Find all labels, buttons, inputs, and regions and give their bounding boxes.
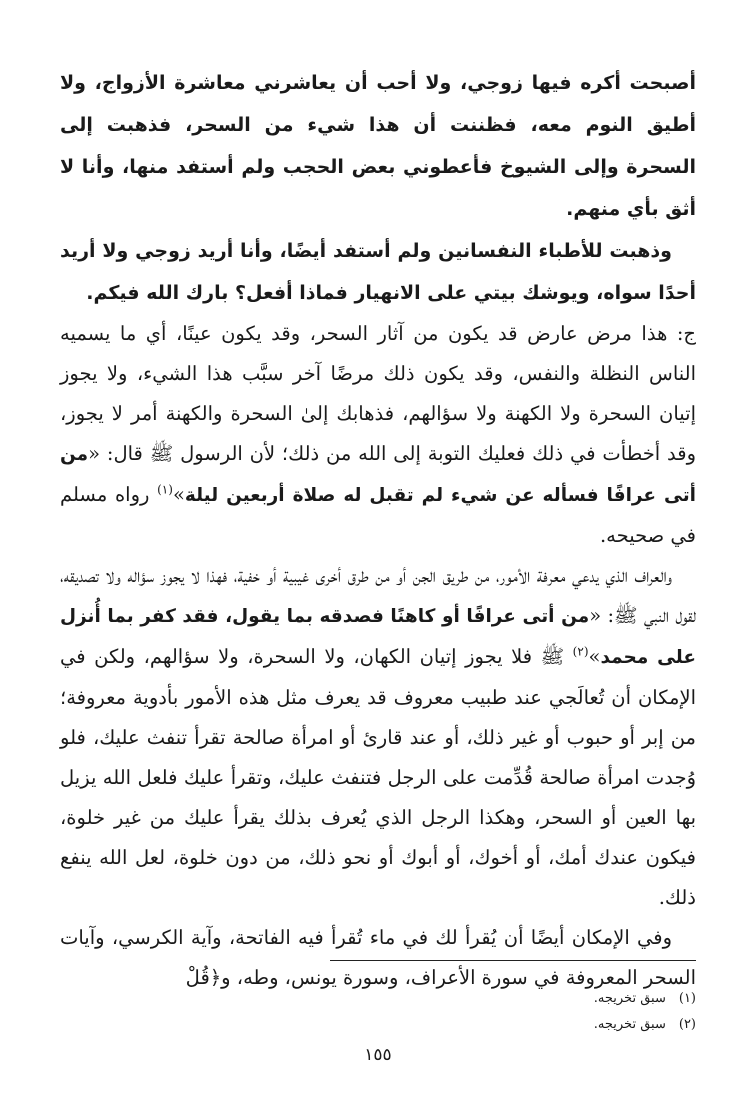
hadith-quote-1: من أتى عرافًا فسأله عن شيء لم تقبل له صلاة أربعين ليلة <box>60 444 696 506</box>
question-paragraph-2: وذهبت للأطباء النفسانين ولم أستفد أيضًا، وأنا أريد زوجي ولا أريد أحدًا سواه، ويوشك بيتي على الانهيار فماذا أفعل؟ بارك الله فيكم. <box>60 240 696 304</box>
quote-close-1: » <box>172 483 185 506</box>
footnote-text: سبق تخريجه. <box>593 991 666 1006</box>
answer-paragraph-3: وفي الإمكان أيضًا أن يُقرأ لك في ماء تُقرأ فيه الفاتحة، وآية الكرسي، وآيات السحر المعروفة في سورة الأعراف، وسورة يونس، وطه، و﴿قُلْ <box>60 926 696 989</box>
page-number: ١٥٥ <box>364 1045 392 1065</box>
answer-paragraph-1 <box>60 314 696 556</box>
question-text <box>60 62 696 314</box>
quote-close-2: » <box>588 645 601 668</box>
question-paragraph-1: أصبحت أكره فيها زوجي، ولا أحب أن يعاشرني معاشرة الأزواج، ولا أطيق النوم معه، فظننت أن هذا شيء من السحر، فذهبت إلى السحرة وإلى الشيوخ فأعطوني بعض الحجب ولم أستفد منها، وأنا لا أثق بأي منهم. <box>60 72 696 220</box>
footnote-number: (١) <box>678 991 696 1006</box>
footnote-ref-2: (٢) <box>572 644 589 659</box>
footnote-text: سبق تخريجه. <box>593 1017 666 1032</box>
answer-text <box>60 314 696 998</box>
footnote-number: (٢) <box>678 1017 696 1032</box>
footnote-2 <box>330 1012 696 1038</box>
answer-p1-source: رواه مسلم في صحيحه. <box>60 483 696 547</box>
page-body <box>60 62 696 998</box>
answer-p1-intro: ج: هذا مرض عارض قد يكون من آثار السحر، وقد يكون عينًا، أي ما يسميه الناس النظلة والنفس، وقد يكون ذلك مرضًا آخر سبَّب هذا الشيء، ولا يجوز إتيان السحرة ولا الكهنة ولا سؤالهم، فذهابك إلىٰ السحرة والكهنة أمر لا يجوز، وقد أخطأت في ذلك فعليك التوبة إلى الله من ذلك؛ لأن الرسول ﷺ قال: « <box>60 322 696 465</box>
hadith-quote-2: من أتى عرافًا أو كاهنًا فصدقه بما يقول، فقد كفر بما أُنزل على محمد <box>60 606 696 668</box>
footnote-1 <box>330 986 696 1012</box>
answer-paragraph-2 <box>60 556 696 918</box>
answer-p2-intro: والعراف الذي يدعي معرفة الأمور، من طريق الجن أو من طرق أخرى غيبية أو خفية، فهذا لا يجوز سؤاله ولا تصديقه، لقول النبي ﷺ: « <box>60 564 697 627</box>
footnotes <box>330 986 696 1038</box>
footnote-ref-1: (١) <box>157 482 173 497</box>
answer-p2-rest: ﷺ فلا يجوز إتيان الكهان، ولا السحرة، ولا سؤالهم، ولكن في الإمكان أن تُعالَجي عند طبيب معروف قد يعرف مثل هذه الأمور بأدوية معروفة؛ من إبر أو حبوب أو غير ذلك، أو عند قارئ أو امرأة صالحة تقرأ تنفث عليك، فلو وُجدت امرأة صالحة قُدِّمت على الرجل فتنفث عليك، وتقرأ عليك فلعل الله يزيل بها العين أو السحر، وهكذا الرجل الذي يُعرف بذلك يقرأ عليك من غير خلوة، فيكون عندك أمك، أو أخوك، أو أبوك أو نحو ذلك، من دون خلوة، لعل الله ينفع ذلك. <box>60 645 696 909</box>
footnote-separator <box>330 960 696 961</box>
